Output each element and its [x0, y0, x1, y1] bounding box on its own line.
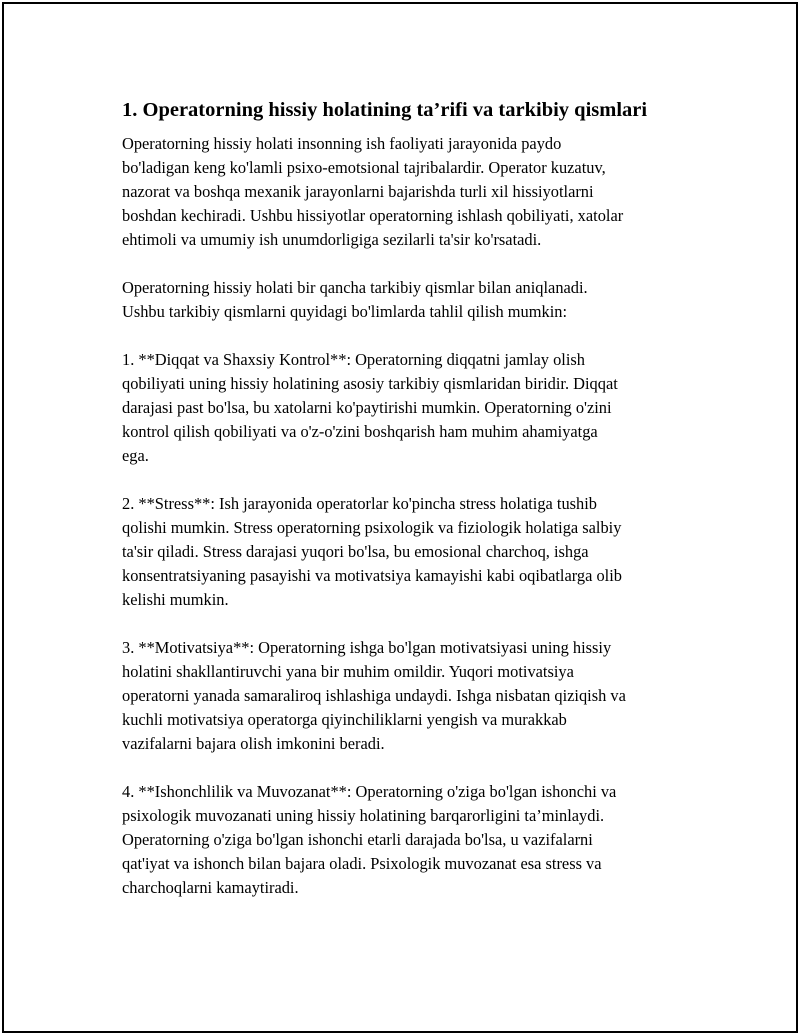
paragraph-item-confidence	[122, 780, 692, 900]
text-line: qat'iyat va ishonch bilan bajara oladi. Psixologik muvozanat esa stress va	[122, 854, 602, 873]
text-line: nazorat va boshqa mexanik jarayonlarni bajarishda turli xil hissiyotlarni	[122, 182, 594, 201]
text-line: Operatorning hissiy holati insonning ish faoliyati jarayonida paydo	[122, 134, 562, 153]
text-line: Ushbu tarkibiy qismlarni quyidagi bo'limlarda tahlil qilish mumkin:	[122, 302, 568, 321]
text-line: 3. **Motivatsiya**: Operatorning ishga bo'lgan motivatsiyasi uning hissiy	[122, 638, 612, 657]
text-line: boshdan kechiradi. Ushbu hissiyotlar operatorning ishlash qobiliyati, xatolar	[122, 206, 624, 225]
text-line: 2. **Stress**: Ish jarayonida operatorlar ko'pincha stress holatiga tushib	[122, 494, 597, 513]
text-line: ta'sir qiladi. Stress darajasi yuqori bo'lsa, bu emosional charchoq, ishga	[122, 542, 589, 561]
text-line: qobiliyati uning hissiy holatining asosiy tarkibiy qismlaridan biridir. Diqqat	[122, 374, 618, 393]
text-line: kuchli motivatsiya operatorga qiyinchiliklarni yengish va murakkab	[122, 710, 567, 729]
text-line: vazifalarni bajara olish imkonini beradi.	[122, 734, 385, 753]
text-line: bo'ladigan keng ko'lamli psixo-emotsional tajribalardir. Operator kuzatuv,	[122, 158, 606, 177]
text-line: kontrol qilish qobiliyati va o'z-o'zini boshqarish ham muhim ahamiyatga	[122, 422, 598, 441]
text-line: 4. **Ishonchlilik va Muvozanat**: Operatorning o'ziga bo'lgan ishonchi va	[122, 782, 617, 801]
page-frame	[2, 2, 798, 1033]
document-title: 1. Operatorning hissiy holatining ta’rifi va tarkibiy qismlari	[122, 99, 648, 121]
text-line: 1. **Diqqat va Shaxsiy Kontrol**: Operatorning diqqatni jamlay olish	[122, 350, 585, 369]
text-line: darajasi past bo'lsa, bu xatolarni ko'paytirishi mumkin. Operatorning o'zini	[122, 398, 612, 417]
paragraph-item-attention	[122, 348, 692, 468]
text-line: Operatorning o'ziga bo'lgan ishonchi etarli darajada bo'lsa, u vazifalarni	[122, 830, 593, 849]
text-line: qolishi mumkin. Stress operatorning psixologik va fiziologik holatiga salbiy	[122, 518, 622, 537]
paragraph-components-intro	[122, 276, 692, 324]
text-line: psixologik muvozanati uning hissiy holatining barqarorligini ta’minlaydi.	[122, 806, 605, 825]
text-line: ehtimoli va umumiy ish unumdorligiga sezilarli ta'sir ko'rsatadi.	[122, 230, 542, 249]
text-line: kelishi mumkin.	[122, 590, 229, 609]
text-line: ega.	[122, 446, 149, 465]
document-body	[122, 96, 692, 924]
text-line: charchoqlarni kamaytiradi.	[122, 878, 299, 897]
text-line: Operatorning hissiy holati bir qancha tarkibiy qismlar bilan aniqlanadi.	[122, 278, 588, 297]
paragraph-definition	[122, 132, 692, 252]
text-line: konsentratsiyaning pasayishi va motivatsiya kamayishi kabi oqibatlarga olib	[122, 566, 622, 585]
paragraph-item-stress	[122, 492, 692, 612]
paragraph-item-motivation	[122, 636, 692, 756]
text-line: operatorni yanada samaraliroq ishlashiga undaydi. Ishga nisbatan qiziqish va	[122, 686, 626, 705]
text-line: holatini shakllantiruvchi yana bir muhim omildir. Yuqori motivatsiya	[122, 662, 574, 681]
